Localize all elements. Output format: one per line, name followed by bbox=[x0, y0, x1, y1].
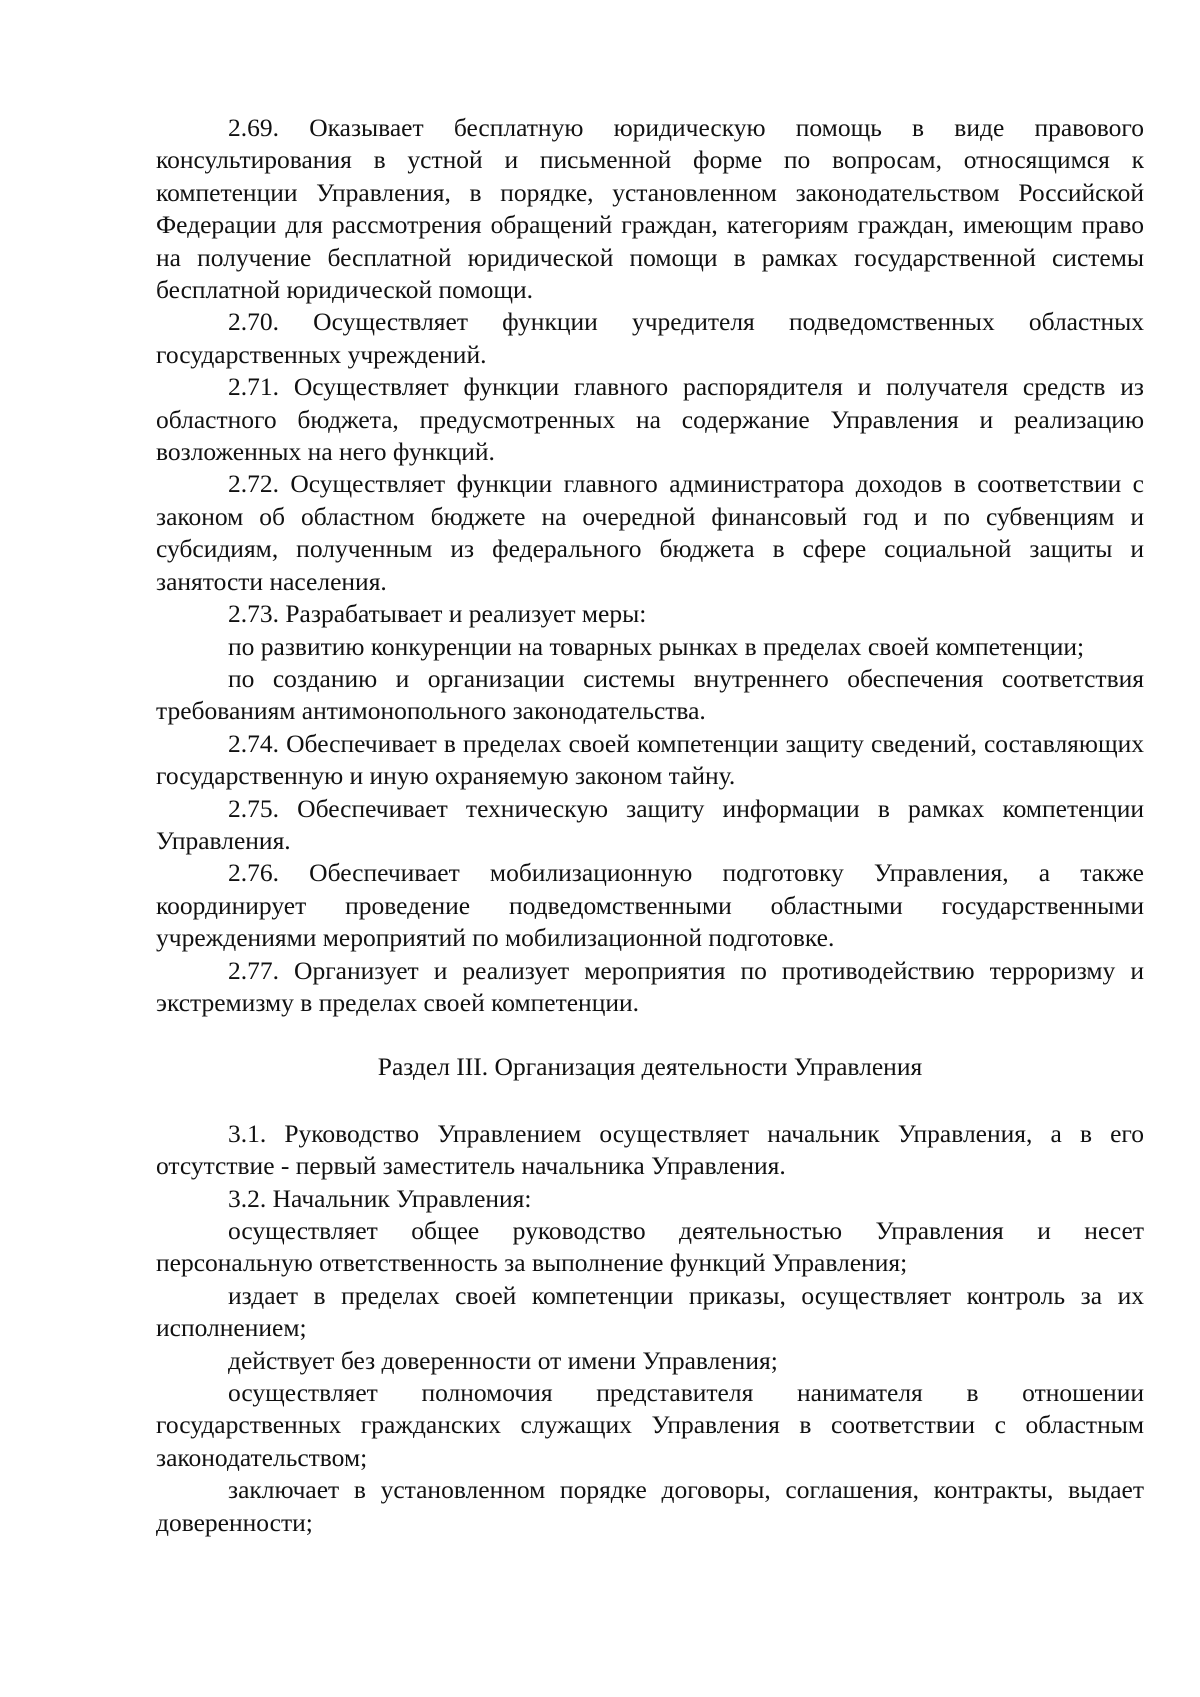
paragraph-2-71: 2.71. Осуществляет функции главного распорядителя и получателя средств из областного бюджета, предусмотренных на содержание Управления и реализацию возложенных на него функций. bbox=[156, 372, 1144, 467]
paragraph-2-76: 2.76. Обеспечивает мобилизационную подготовку Управления, а также координирует проведение подведомственными областными государственными учреждениями мероприятий по мобилизационной подготовке. bbox=[156, 858, 1144, 953]
paragraph-3-2-item-2: издает в пределах своей компетенции приказы, осуществляет контроль за их исполнением; bbox=[156, 1280, 1144, 1343]
paragraph-2-73: 2.73. Разрабатывает и реализует меры: bbox=[228, 599, 647, 629]
paragraph-3-2: 3.2. Начальник Управления: bbox=[228, 1183, 532, 1213]
paragraph-3-2-item-3: действует без доверенности от имени Управления; bbox=[228, 1345, 778, 1375]
paragraph-2-73-item-1: по развитию конкуренции на товарных рынках в пределах своей компетенции; bbox=[228, 631, 1085, 661]
paragraph-2-70: 2.70. Осуществляет функции учредителя подведомственных областных государственных учреждений. bbox=[156, 307, 1144, 369]
paragraph-2-77: 2.77. Организует и реализует мероприятия по противодействию терроризму и экстремизму в пределах своей компетенции. bbox=[156, 955, 1144, 1017]
paragraph-3-1: 3.1. Руководство Управлением осуществляет начальник Управления, а в его отсутствие - первый заместитель начальника Управления. bbox=[156, 1118, 1144, 1181]
paragraph-3-2-item-5: заключает в установленном порядке договоры, соглашения, контракты, выдает доверенности; bbox=[156, 1475, 1144, 1537]
paragraph-3-2-item-4: осуществляет полномочия представителя нанимателя в отношении государственных гражданских служащих Управления в соответствии с областным законодательством; bbox=[156, 1378, 1144, 1472]
paragraph-2-72: 2.72. Осуществляет функции главного администратора доходов в соответствии с законом об областном бюджете на очередной финансовый год и по субвенциям и субсидиям, полученным из федерального бюджета в сфере социальной защиты и занятости населения. bbox=[156, 469, 1144, 596]
document-page bbox=[156, 112, 1144, 1539]
paragraph-2-73-item-2: по созданию и организации системы внутреннего обеспечения соответствия требованиям антимонопольного законодательства. bbox=[156, 663, 1144, 726]
paragraph-2-75: 2.75. Обеспечивает техническую защиту информации в рамках компетенции Управления. bbox=[156, 793, 1144, 855]
paragraph-2-74: 2.74. Обеспечивает в пределах своей компетенции защиту сведений, составляющих государственную и иную охраняемую законом тайну. bbox=[156, 728, 1144, 791]
paragraph-2-69: 2.69. Оказывает бесплатную юридическую помощь в виде правового консультирования в устной и письменной форме по вопросам, относящимся к компетенции Управления, в порядке, установленном законодательством Российской Федерации для рассмотрения обращений граждан, категориям граждан, имеющим право на получение бесплатной юридической помощи в рамках государственной системы бесплатной юридической помощи. bbox=[156, 113, 1144, 305]
paragraph-3-2-item-1: осуществляет общее руководство деятельностью Управления и несет персональную ответственность за выполнение функций Управления; bbox=[156, 1216, 1144, 1278]
section-title: Раздел III. Организация деятельности Управления bbox=[377, 1052, 923, 1082]
